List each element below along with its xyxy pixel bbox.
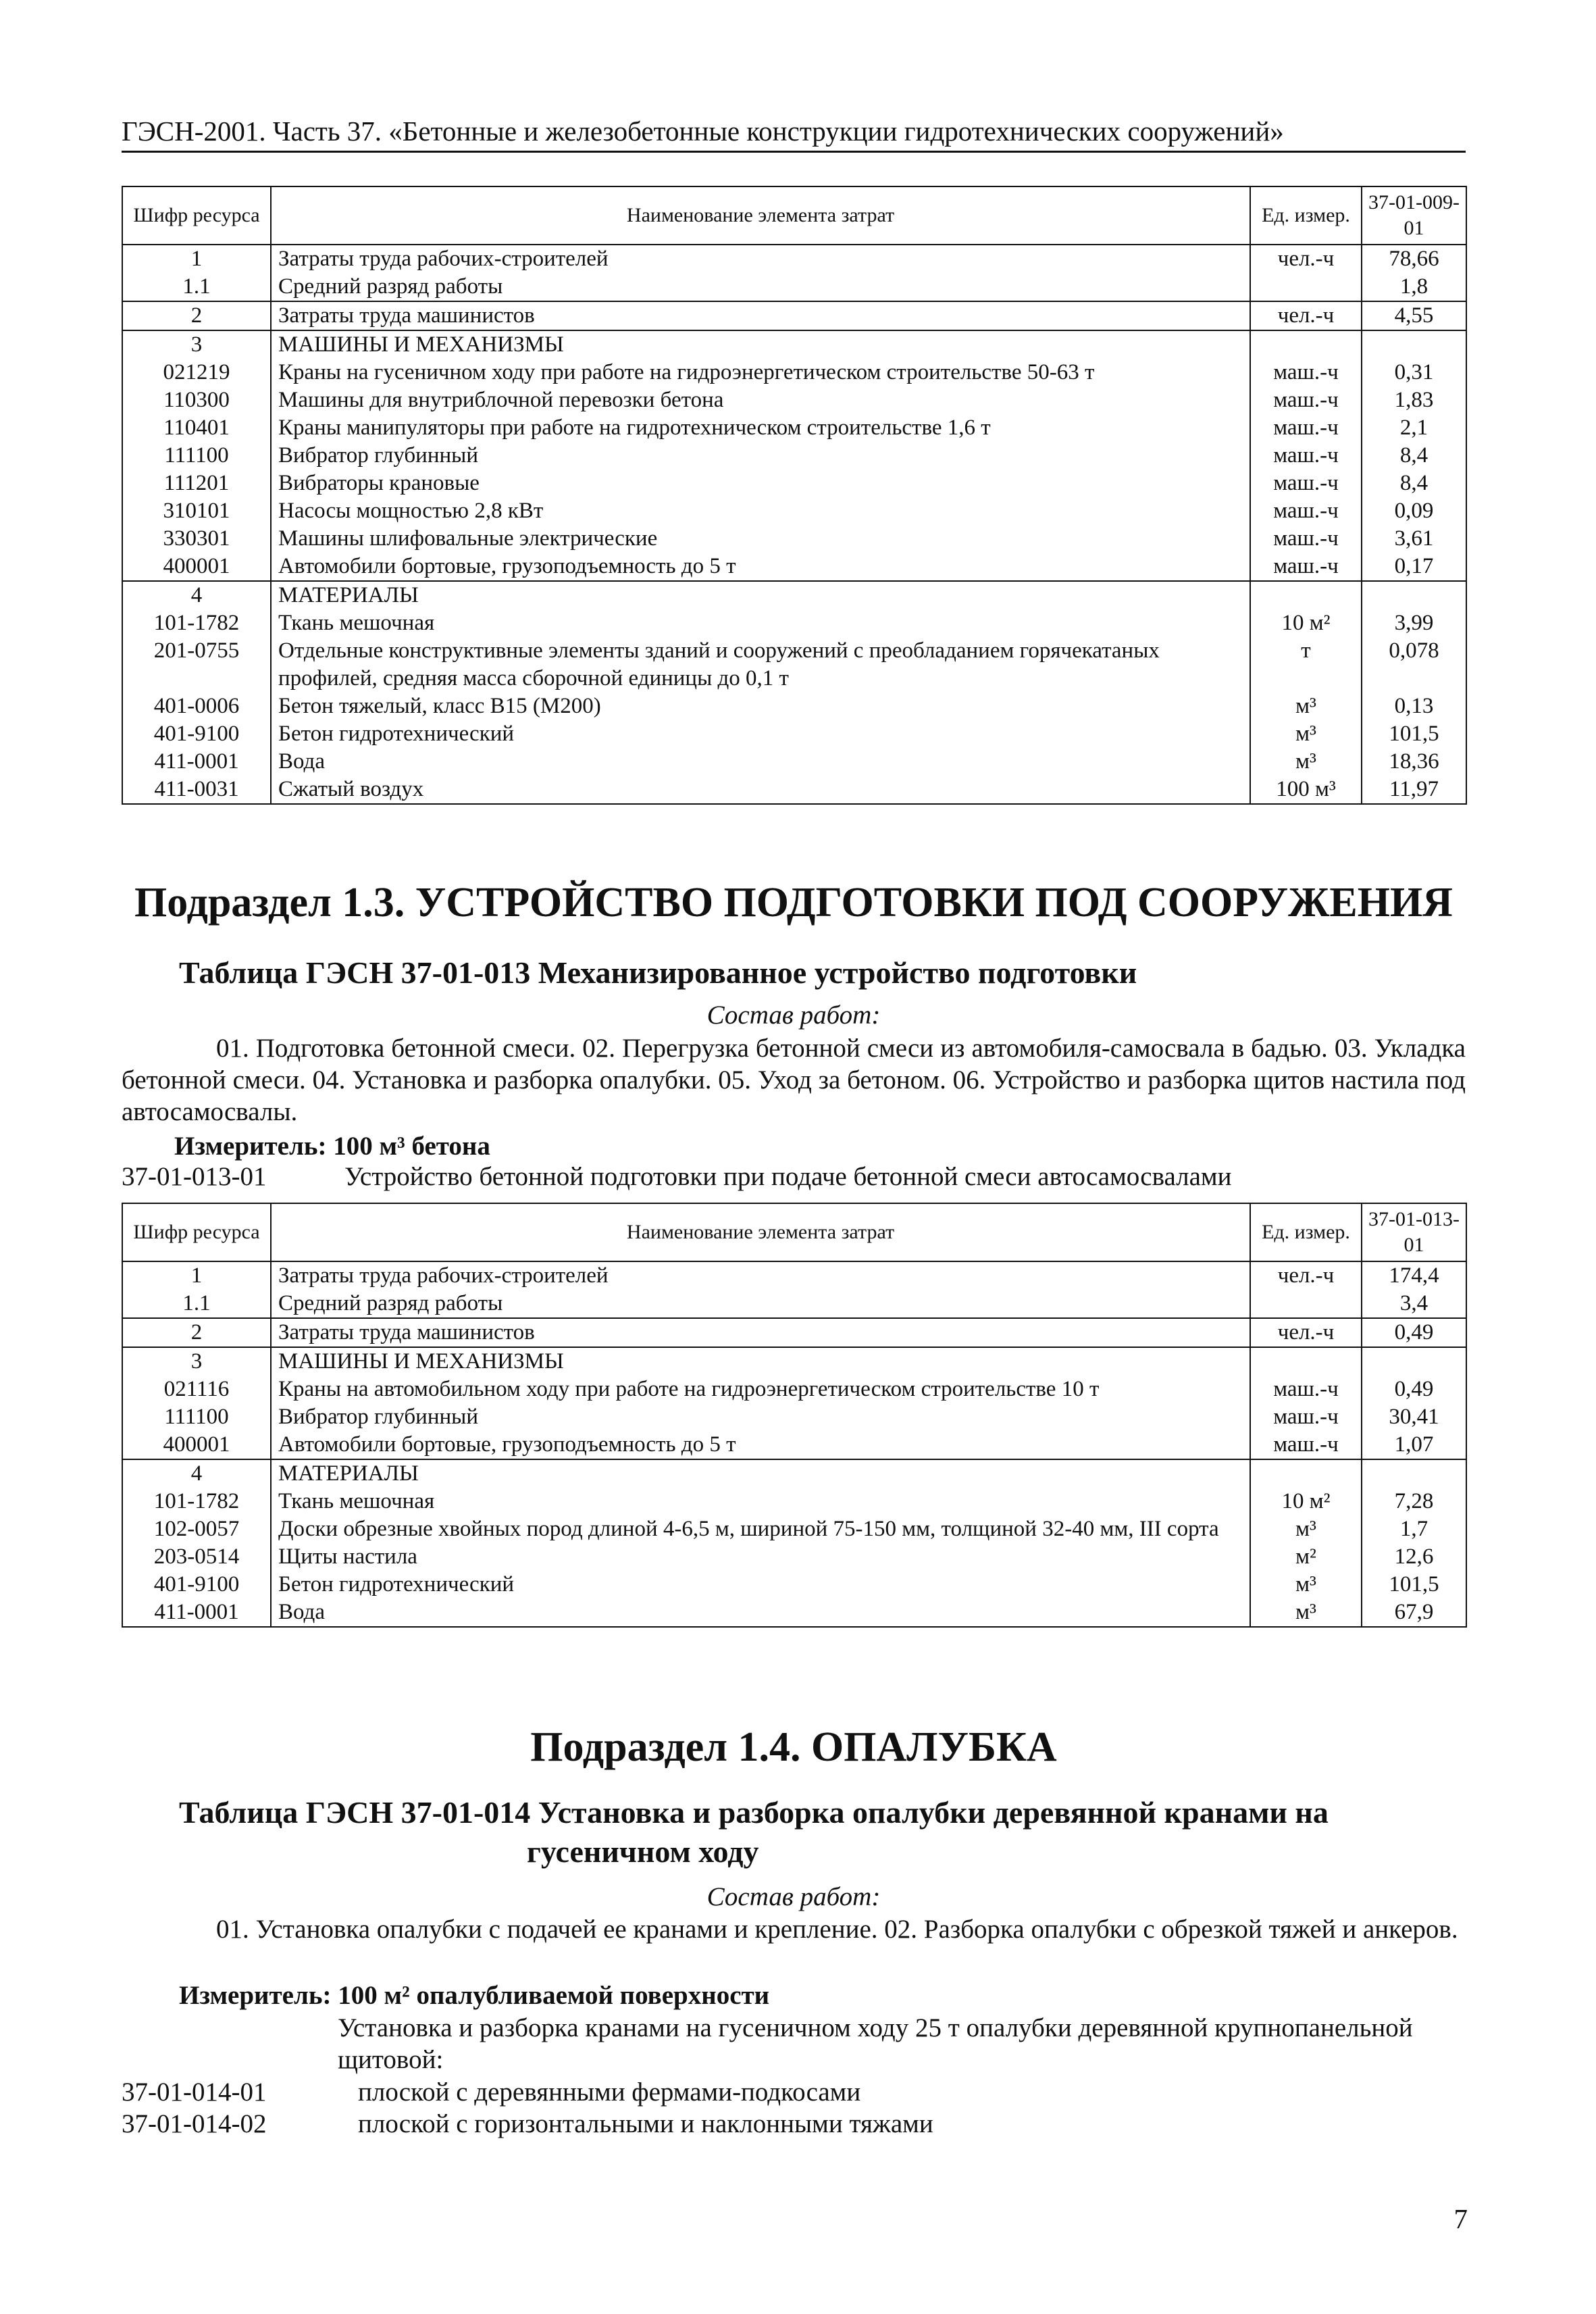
works-label: Состав работ:: [706, 1001, 881, 1030]
cell-code: 401-9100: [122, 1571, 271, 1599]
table-row: [122, 386, 1466, 414]
cell-code: 111201: [122, 470, 271, 497]
cell-value: 1,07: [1362, 1431, 1466, 1459]
cell-code: 330301: [122, 525, 271, 553]
cell-name: Щиты настила: [271, 1543, 1250, 1571]
works-description: 01. Установка опалубки с подачей ее кранами и крепление. 02. Разборка опалубки с обрезкой тяжей и анкеров.: [216, 1915, 1458, 1944]
norm-line: [122, 1161, 1231, 1192]
cell-unit: 10 м²: [1250, 1488, 1362, 1515]
norm-code: 37-01-014-02: [122, 2109, 267, 2138]
norm-intro: Установка и разборка кранами на гусеничном ходу 25 т опалубки деревянной крупнопанельной щитовой:: [338, 2013, 1413, 2074]
norm-code: 37-01-013-01: [122, 1162, 267, 1191]
cell-code: 111100: [122, 442, 271, 470]
cell-name: МАШИНЫ И МЕХАНИЗМЫ: [271, 1347, 1250, 1376]
table-row: [122, 1543, 1466, 1571]
measure-unit: Измеритель: 100 м² опалубливаемой поверхности: [179, 1981, 770, 2010]
cell-unit: маш.-ч: [1250, 414, 1362, 442]
cell-unit: [1250, 581, 1362, 609]
cell-name: Затраты труда машинистов: [271, 301, 1250, 330]
cell-value: 174,4: [1362, 1261, 1466, 1290]
cell-name: Автомобили бортовые, грузоподъемность до 5 т: [271, 1431, 1250, 1459]
cell-unit: маш.-ч: [1250, 359, 1362, 386]
cell-code: 2: [122, 1318, 271, 1347]
cell-unit: [1250, 1347, 1362, 1376]
cell-value: 0,13: [1362, 693, 1466, 720]
table-row: [122, 748, 1466, 776]
cell-code: 021219: [122, 359, 271, 386]
cell-code: 3: [122, 330, 271, 359]
cell-code: 201-0755: [122, 637, 271, 693]
cell-value: 0,49: [1362, 1376, 1466, 1403]
cell-code: 400001: [122, 553, 271, 581]
cell-value: 1,83: [1362, 386, 1466, 414]
cell-value: 1,8: [1362, 273, 1466, 301]
table-row: [122, 525, 1466, 553]
cell-value: 0,09: [1362, 497, 1466, 525]
cell-name: Средний разряд работы: [271, 273, 1250, 301]
cell-value: 1,7: [1362, 1515, 1466, 1543]
cell-value: 4,55: [1362, 301, 1466, 330]
norm-description: Устройство бетонной подготовки при подаче бетонной смеси автосамосвалами: [344, 1162, 1232, 1191]
cell-name: Сжатый воздух: [271, 776, 1250, 804]
cell-value: 3,61: [1362, 525, 1466, 553]
running-header: ГЭСН-2001. Часть 37. «Бетонные и железобетонные конструкции гидротехнических сооружений»: [122, 116, 1284, 147]
table-row: [122, 581, 1466, 609]
works-label: Состав работ:: [706, 1882, 881, 1911]
cell-name: Бетон гидротехнический: [271, 1571, 1250, 1599]
table-title-37-01-014-line1: Таблица ГЭСН 37-01-014 Установка и разборка опалубки деревянной кранами на: [179, 1795, 1329, 1830]
table-row: [122, 273, 1466, 301]
cell-value: 67,9: [1362, 1599, 1466, 1627]
header-rule: [122, 151, 1466, 153]
cell-unit: [1250, 330, 1362, 359]
table-row: [122, 1261, 1466, 1290]
subsection-title-1-4: Подраздел 1.4. ОПАЛУБКА: [530, 1724, 1057, 1770]
cell-unit: чел.-ч: [1250, 1261, 1362, 1290]
cell-code: 411-0031: [122, 776, 271, 804]
norm-description: плоской с деревянными фермами-подкосами: [358, 2078, 861, 2107]
table-row: [122, 1376, 1466, 1403]
cell-unit: чел.-ч: [1250, 1318, 1362, 1347]
cell-name: МАТЕРИАЛЫ: [271, 581, 1250, 609]
table-row: [122, 1431, 1466, 1459]
cell-value: [1362, 1347, 1466, 1376]
table-row: [122, 330, 1466, 359]
table-row: [122, 1459, 1466, 1488]
col-head-value: 37-01-009-01: [1362, 186, 1466, 245]
cell-unit: м³: [1250, 720, 1362, 748]
cell-code: 101-1782: [122, 1488, 271, 1515]
cell-unit: маш.-ч: [1250, 470, 1362, 497]
cell-value: 0,078: [1362, 637, 1466, 693]
cell-value: [1362, 581, 1466, 609]
table-row: [122, 1290, 1466, 1318]
cell-code: 3: [122, 1347, 271, 1376]
col-head-name: Наименование элемента затрат: [271, 186, 1250, 245]
table-row: [122, 1488, 1466, 1515]
cell-value: 0,31: [1362, 359, 1466, 386]
cell-code: 411-0001: [122, 1599, 271, 1627]
cell-unit: чел.-ч: [1250, 301, 1362, 330]
cell-code: 401-0006: [122, 693, 271, 720]
cell-name: Затраты труда рабочих-строителей: [271, 245, 1250, 273]
col-head-unit: Ед. измер.: [1250, 1203, 1362, 1261]
col-head-name: Наименование элемента затрат: [271, 1203, 1250, 1261]
cell-unit: маш.-ч: [1250, 386, 1362, 414]
cell-unit: [1250, 1459, 1362, 1488]
col-head-code: Шифр ресурса: [122, 186, 271, 245]
cell-unit: м³: [1250, 1515, 1362, 1543]
cell-code: 4: [122, 581, 271, 609]
resource-table-37-01-013-01: [122, 1203, 1467, 1628]
cell-name: Краны манипуляторы при работе на гидротехническом строительстве 1,6 т: [271, 414, 1250, 442]
cell-unit: м³: [1250, 1599, 1362, 1627]
cell-value: 8,4: [1362, 442, 1466, 470]
cell-name: Машины шлифовальные электрические: [271, 525, 1250, 553]
cell-code: 1: [122, 245, 271, 273]
works-description: 01. Подготовка бетонной смеси. 02. Перегрузка бетонной смеси из автомобиля-самосвала в бадью. 03. Укладка бетонной смеси. 04. Установка и разборка опалубки. 05. Уход за бетоном. 06. Устройство и разборка щитов настила под автосамосвалы.: [122, 1034, 1466, 1126]
cell-value: 0,17: [1362, 553, 1466, 581]
cell-unit: [1250, 273, 1362, 301]
table-row: [122, 1599, 1466, 1627]
cell-name: Вода: [271, 748, 1250, 776]
cell-code: 4: [122, 1459, 271, 1488]
cell-name: Бетон тяжелый, класс В15 (М200): [271, 693, 1250, 720]
cell-code: 2: [122, 301, 271, 330]
table-row: [122, 1318, 1466, 1347]
cell-name: Краны на автомобильном ходу при работе на гидроэнергетическом строительстве 10 т: [271, 1376, 1250, 1403]
cell-unit: маш.-ч: [1250, 1376, 1362, 1403]
cell-value: 0,49: [1362, 1318, 1466, 1347]
cell-code: 111100: [122, 1403, 271, 1431]
table-row: [122, 497, 1466, 525]
norm-description: плоской с горизонтальными и наклонными тяжами: [358, 2109, 933, 2138]
table-row: [122, 609, 1466, 637]
cell-code: 400001: [122, 1431, 271, 1459]
table-row: [122, 1403, 1466, 1431]
norm-code: 37-01-014-01: [122, 2078, 267, 2107]
norm-line: [122, 2108, 933, 2140]
cell-code: 310101: [122, 497, 271, 525]
table-row: [122, 776, 1466, 804]
cell-unit: м³: [1250, 1571, 1362, 1599]
table-row: [122, 1515, 1466, 1543]
table-row: [122, 1347, 1466, 1376]
cell-code: 102-0057: [122, 1515, 271, 1543]
page-number: 7: [1453, 2203, 1468, 2234]
cell-name: Затраты труда рабочих-строителей: [271, 1261, 1250, 1290]
cell-unit: маш.-ч: [1250, 497, 1362, 525]
cell-unit: м²: [1250, 1543, 1362, 1571]
cell-unit: маш.-ч: [1250, 1431, 1362, 1459]
table-title-37-01-014-line2: гусеничном ходу: [527, 1834, 759, 1869]
table-row: [122, 693, 1466, 720]
col-head-value: 37-01-013-01: [1362, 1203, 1466, 1261]
cell-code: 1.1: [122, 273, 271, 301]
cell-value: 18,36: [1362, 748, 1466, 776]
table-row: [122, 1571, 1466, 1599]
table-row: [122, 301, 1466, 330]
norm-line: [122, 2076, 860, 2108]
cell-name: Ткань мешочная: [271, 1488, 1250, 1515]
cell-name: Машины для внутриблочной перевозки бетона: [271, 386, 1250, 414]
cell-unit: 10 м²: [1250, 609, 1362, 637]
cell-code: 203-0514: [122, 1543, 271, 1571]
cell-value: 101,5: [1362, 1571, 1466, 1599]
cell-value: [1362, 330, 1466, 359]
cell-code: 021116: [122, 1376, 271, 1403]
resource-table-37-01-009-01: [122, 186, 1467, 805]
cell-unit: 100 м³: [1250, 776, 1362, 804]
cell-unit: м³: [1250, 748, 1362, 776]
cell-value: 7,28: [1362, 1488, 1466, 1515]
cell-unit: т: [1250, 637, 1362, 693]
cell-code: 110300: [122, 386, 271, 414]
cell-unit: чел.-ч: [1250, 245, 1362, 273]
cell-code: 1: [122, 1261, 271, 1290]
cell-name: Насосы мощностью 2,8 кВт: [271, 497, 1250, 525]
table-row: [122, 553, 1466, 581]
cell-value: 30,41: [1362, 1403, 1466, 1431]
measure-unit: Измеритель: 100 м³ бетона: [174, 1132, 490, 1161]
table-row: [122, 637, 1466, 693]
cell-name: Доски обрезные хвойных пород длиной 4-6,5 м, шириной 75-150 мм, толщиной 32-40 мм, III сорта: [271, 1515, 1250, 1543]
cell-value: 101,5: [1362, 720, 1466, 748]
cell-value: 8,4: [1362, 470, 1466, 497]
cell-code: 401-9100: [122, 720, 271, 748]
cell-name: Вибратор глубинный: [271, 1403, 1250, 1431]
cell-name: Отдельные конструктивные элементы зданий и сооружений с преобладанием горячекатаных профилей, средняя масса сборочной единицы до 0,1 т: [271, 637, 1250, 693]
cell-unit: [1250, 1290, 1362, 1318]
cell-value: 11,97: [1362, 776, 1466, 804]
cell-name: Краны на гусеничном ходу при работе на гидроэнергетическом строительстве 50-63 т: [271, 359, 1250, 386]
table-row: [122, 414, 1466, 442]
cell-name: Средний разряд работы: [271, 1290, 1250, 1318]
cell-value: 3,4: [1362, 1290, 1466, 1318]
cell-unit: м³: [1250, 693, 1362, 720]
cell-name: Вибраторы крановые: [271, 470, 1250, 497]
cell-value: 3,99: [1362, 609, 1466, 637]
subsection-title-1-3: Подраздел 1.3. УСТРОЙСТВО ПОДГОТОВКИ ПОД СООРУЖЕНИЯ: [134, 880, 1453, 926]
cell-value: [1362, 1459, 1466, 1488]
cell-value: 2,1: [1362, 414, 1466, 442]
cell-name: Затраты труда машинистов: [271, 1318, 1250, 1347]
cell-value: 78,66: [1362, 245, 1466, 273]
cell-code: 1.1: [122, 1290, 271, 1318]
cell-code: 110401: [122, 414, 271, 442]
table-row: [122, 245, 1466, 273]
table-row: [122, 470, 1466, 497]
cell-unit: маш.-ч: [1250, 525, 1362, 553]
cell-code: 101-1782: [122, 609, 271, 637]
cell-value: 12,6: [1362, 1543, 1466, 1571]
col-head-unit: Ед. измер.: [1250, 186, 1362, 245]
cell-name: Вибратор глубинный: [271, 442, 1250, 470]
cell-name: Бетон гидротехнический: [271, 720, 1250, 748]
table-row: [122, 359, 1466, 386]
cell-unit: маш.-ч: [1250, 553, 1362, 581]
cell-name: Автомобили бортовые, грузоподъемность до 5 т: [271, 553, 1250, 581]
col-head-code: Шифр ресурса: [122, 1203, 271, 1261]
cell-unit: маш.-ч: [1250, 442, 1362, 470]
table-row: [122, 720, 1466, 748]
cell-name: МАШИНЫ И МЕХАНИЗМЫ: [271, 330, 1250, 359]
cell-code: 411-0001: [122, 748, 271, 776]
cell-name: Ткань мешочная: [271, 609, 1250, 637]
cell-name: МАТЕРИАЛЫ: [271, 1459, 1250, 1488]
cell-unit: маш.-ч: [1250, 1403, 1362, 1431]
table-title-37-01-013: Таблица ГЭСН 37-01-013 Механизированное устройство подготовки: [179, 955, 1137, 990]
table-row: [122, 442, 1466, 470]
cell-name: Вода: [271, 1599, 1250, 1627]
